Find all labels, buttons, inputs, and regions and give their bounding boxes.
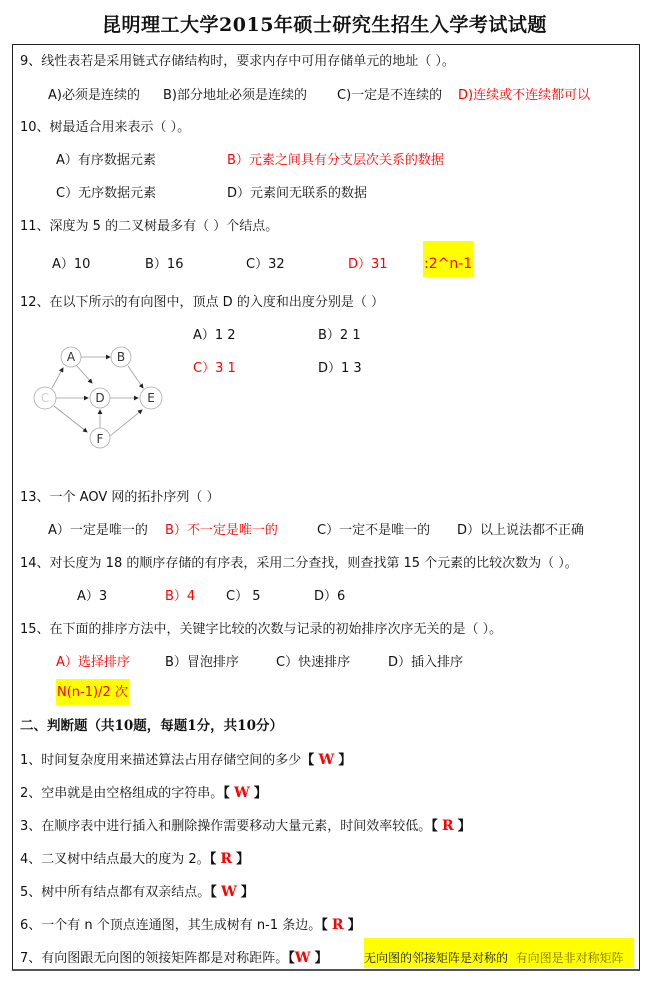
- question-10-option-a: A）有序数据元素: [56, 153, 156, 168]
- question-11-note: :2^n-1: [423, 241, 473, 277]
- question-12-option-b: B）2 1: [318, 328, 361, 343]
- question-10-option-c: C）无序数据元素: [56, 186, 157, 201]
- bracket-close: 】: [347, 918, 361, 933]
- svg-text:A: A: [66, 350, 76, 364]
- question-15-note: N(n-1)/2 次: [56, 679, 129, 705]
- bracket-close: 】: [314, 951, 328, 966]
- question-12-stem: 12、在以下所示的有向图中，顶点 D 的入度和出度分别是（ ）: [20, 295, 384, 310]
- judgment-item-7-note-1: 无向图的邻接矩阵是对称的: [364, 951, 509, 965]
- question-15-option-b: B）冒泡排序: [165, 655, 239, 670]
- question-14-option-b-answer: B）4: [165, 589, 196, 604]
- judgment-item-3-mark: R: [441, 818, 454, 834]
- question-9-option-b: B)部分地址必须是连续的: [163, 88, 307, 103]
- question-10-option-d: D）元素间无联系的数据: [227, 186, 368, 201]
- question-10-option-b-answer: B）元素之间具有分支层次关系的数据: [227, 153, 444, 168]
- bracket-close: 】: [457, 819, 471, 834]
- question-12-option-a: A）1 2: [193, 328, 236, 343]
- judgment-item-1: [20, 752, 351, 769]
- judgment-item-6-text: 6、一个有 n 个顶点连通图，其生成树有 n-1 条边。: [20, 918, 322, 933]
- question-12-option-d: D）1 3: [318, 361, 362, 376]
- bracket-open: 【: [301, 753, 315, 768]
- question-9-stem: 9、线性表若是采用链式存储结构时，要求内存中可用存储单元的地址（ ）。: [20, 54, 455, 69]
- section-2-heading: 二、判断题（共10题，每题1分，共10分）: [20, 718, 283, 734]
- question-11-option-d-answer: D）31: [348, 257, 388, 272]
- bracket-close: 】: [338, 753, 352, 768]
- question-9-option-c: C)一定是不连续的: [337, 88, 443, 103]
- question-11-option-a: A）10: [52, 257, 91, 272]
- judgment-item-2-text: 2、空串就是由空格组成的字符串。: [20, 786, 224, 801]
- question-13-stem: 13、一个 AOV 网的拓扑序列（ ）: [20, 490, 220, 505]
- question-14-option-a: A）3: [77, 589, 108, 604]
- judgment-item-7: [20, 950, 328, 967]
- question-10-stem: 10、树最适合用来表示（ ）。: [20, 120, 191, 135]
- question-13-option-d: D）以上说法都不正确: [457, 523, 585, 538]
- judgment-item-1-text: 1、时间复杂度用来描述算法占用存储空间的多少: [20, 753, 302, 768]
- question-9-option-d-answer: D)连续或不连续都可以: [458, 88, 591, 103]
- judgment-item-5-mark: W: [220, 884, 237, 900]
- svg-text:E: E: [147, 391, 155, 405]
- svg-text:B: B: [116, 350, 126, 364]
- bracket-open: 【: [209, 852, 217, 867]
- judgment-item-2-mark: W: [233, 785, 250, 801]
- judgment-item-5: [20, 884, 254, 901]
- judgment-item-7-text: 7、有向图跟无向图的领接矩阵都是对称距阵。: [20, 951, 289, 966]
- question-15-option-a-answer: A）选择排序: [56, 655, 130, 670]
- judgment-item-3: [20, 818, 471, 835]
- question-11-stem: 11、深度为 5 的二叉树最多有（ ）个结点。: [20, 219, 279, 234]
- judgment-item-4-mark: R: [220, 851, 232, 867]
- question-12-option-c-answer: C）3 1: [193, 361, 236, 376]
- svg-text:D: D: [95, 391, 105, 405]
- judgment-item-7-note-2: 有向图是非对称矩阵: [515, 951, 624, 965]
- question-11-option-b: B）16: [145, 257, 184, 272]
- judgment-item-7-note: [364, 938, 634, 968]
- judgment-item-2: [20, 785, 267, 802]
- svg-text:C: C: [40, 391, 50, 405]
- bracket-open: 【: [210, 885, 217, 900]
- bracket-open: 【: [321, 918, 328, 933]
- bracket-close: 】: [240, 885, 254, 900]
- question-13-option-b-answer: B）不一定是唯一的: [165, 523, 278, 538]
- bracket-open: 【: [223, 786, 230, 801]
- question-14-stem: 14、对长度为 18 的顺序存储的有序表，采用二分查找，则查找第 15 个元素的比较次数为（ ）。: [20, 556, 578, 571]
- question-14-option-c: C） 5: [226, 589, 261, 604]
- directed-graph-diagram: [30, 340, 170, 460]
- judgment-item-7-mark: W: [294, 950, 311, 966]
- judgment-item-4-text: 4、二叉树中结点最大的度为 2。: [20, 852, 210, 867]
- judgment-item-3-text: 3、在顺序表中进行插入和删除操作需要移动大量元素，时间效率较低。: [20, 819, 432, 834]
- question-9-option-a: A)必须是连续的: [48, 88, 140, 103]
- bracket-open: 【: [431, 819, 438, 834]
- svg-text:F: F: [96, 432, 104, 446]
- question-13-option-a: A）一定是唯一的: [48, 523, 148, 538]
- question-13-option-c: C）一定不是唯一的: [317, 523, 431, 538]
- question-15-option-c: C）快速排序: [276, 655, 351, 670]
- bracket-close: 】: [236, 852, 250, 867]
- judgment-item-1-mark: W: [318, 752, 335, 768]
- bracket-close: 】: [253, 786, 267, 801]
- question-14-option-d: D）6: [314, 589, 346, 604]
- judgment-item-4: [20, 851, 249, 868]
- judgment-item-6-mark: R: [331, 917, 344, 933]
- question-15-option-d: D）插入排序: [388, 655, 464, 670]
- question-11-option-c: C）32: [246, 257, 285, 272]
- judgment-item-5-text: 5、树中所有结点都有双亲结点。: [20, 885, 211, 900]
- page-title: 昆明理工大学2015年硕士研究生招生入学考试试题: [102, 14, 547, 36]
- bracket-open: 【: [288, 951, 295, 966]
- judgment-item-6: [20, 917, 361, 934]
- question-15-stem: 15、在下面的排序方法中，关键字比较的次数与记录的初始排序次序无关的是（ ）。: [20, 622, 503, 637]
